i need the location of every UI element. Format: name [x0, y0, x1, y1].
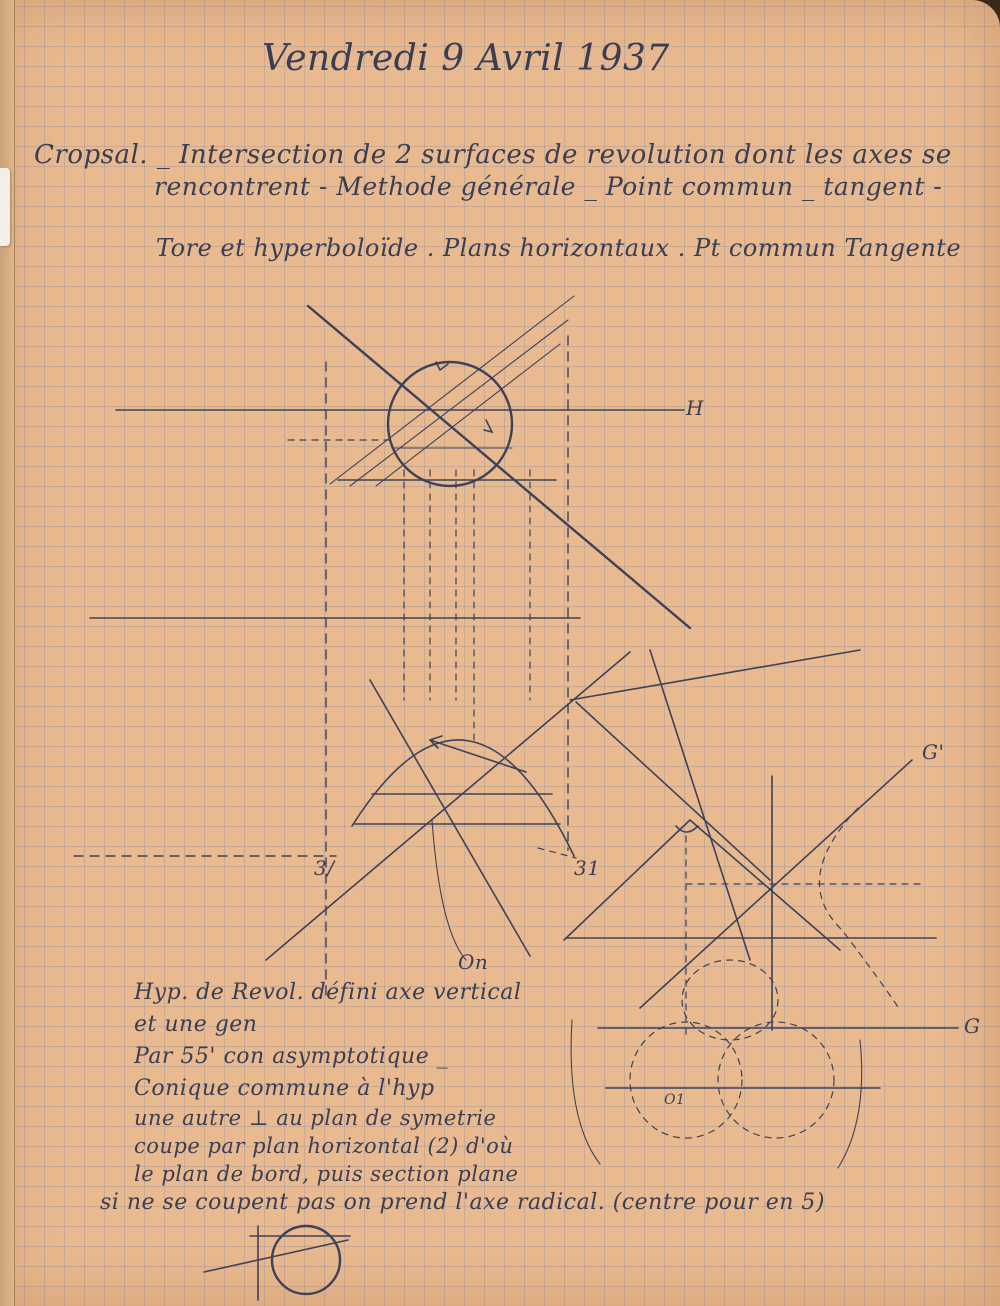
- mid-diagonal-up: [266, 652, 630, 960]
- page-date-heading: Vendredi 9 Avril 1937: [262, 38, 670, 79]
- intro-line-3: Tore et hyperboloïde . Plans horizontaux . Pt commun Tangente: [156, 234, 962, 262]
- dash-curve: [432, 820, 466, 960]
- label-g: G: [964, 1014, 981, 1038]
- right-arc-left: [571, 1020, 600, 1164]
- label-on: On: [458, 950, 489, 974]
- note-line-5: une autre ⊥ au plan de symetrie: [134, 1106, 497, 1130]
- right-dash-curve: [819, 808, 900, 1010]
- mid-diagonal-down: [370, 680, 530, 956]
- top-figure: [90, 296, 690, 1000]
- label-h: H: [686, 396, 704, 420]
- right-top-line: [570, 650, 860, 700]
- label-g-prime: G': [922, 740, 945, 764]
- right-figure: [564, 650, 958, 1168]
- right-steep-line: [650, 650, 750, 960]
- note-line-4: Conique commune à l'hyp: [134, 1076, 435, 1101]
- right-cone-right: [690, 820, 840, 950]
- label-31: 31: [574, 856, 601, 880]
- intro-line-2: rencontrent - Methode générale _ Point commun _ tangent -: [154, 172, 943, 201]
- top-circle: [388, 362, 512, 486]
- arrow-head-b: [484, 420, 492, 432]
- right-cone-left: [564, 820, 690, 940]
- tangent-arrow: [430, 740, 526, 772]
- note-line-1: Hyp. de Revol. défini axe vertical: [134, 980, 522, 1005]
- diagonal-a: [330, 296, 574, 484]
- note-line-7: le plan de bord, puis section plane: [134, 1162, 519, 1186]
- mid-parabola: [352, 740, 574, 856]
- note-line-8: si ne se coupent pas on prend l'axe radical. (centre pour en 5): [100, 1190, 825, 1215]
- label-o1: O1: [664, 1092, 686, 1108]
- middle-figure: [74, 652, 630, 960]
- bottom-figure: [204, 1226, 350, 1300]
- note-line-6: coupe par plan horizontal (2) d'où: [134, 1134, 514, 1158]
- right-diagonal-down: [576, 702, 770, 880]
- right-arc-right: [838, 1040, 862, 1168]
- note-line-3: Par 55' con asymptotique _: [134, 1044, 449, 1069]
- note-line-2: et une gen: [134, 1012, 258, 1037]
- intro-line-1: Cropsal. _ Intersection de 2 surfaces de revolution dont les axes se: [34, 140, 952, 170]
- diagonal-b: [350, 320, 568, 486]
- label-3-slash: 3/: [314, 856, 335, 880]
